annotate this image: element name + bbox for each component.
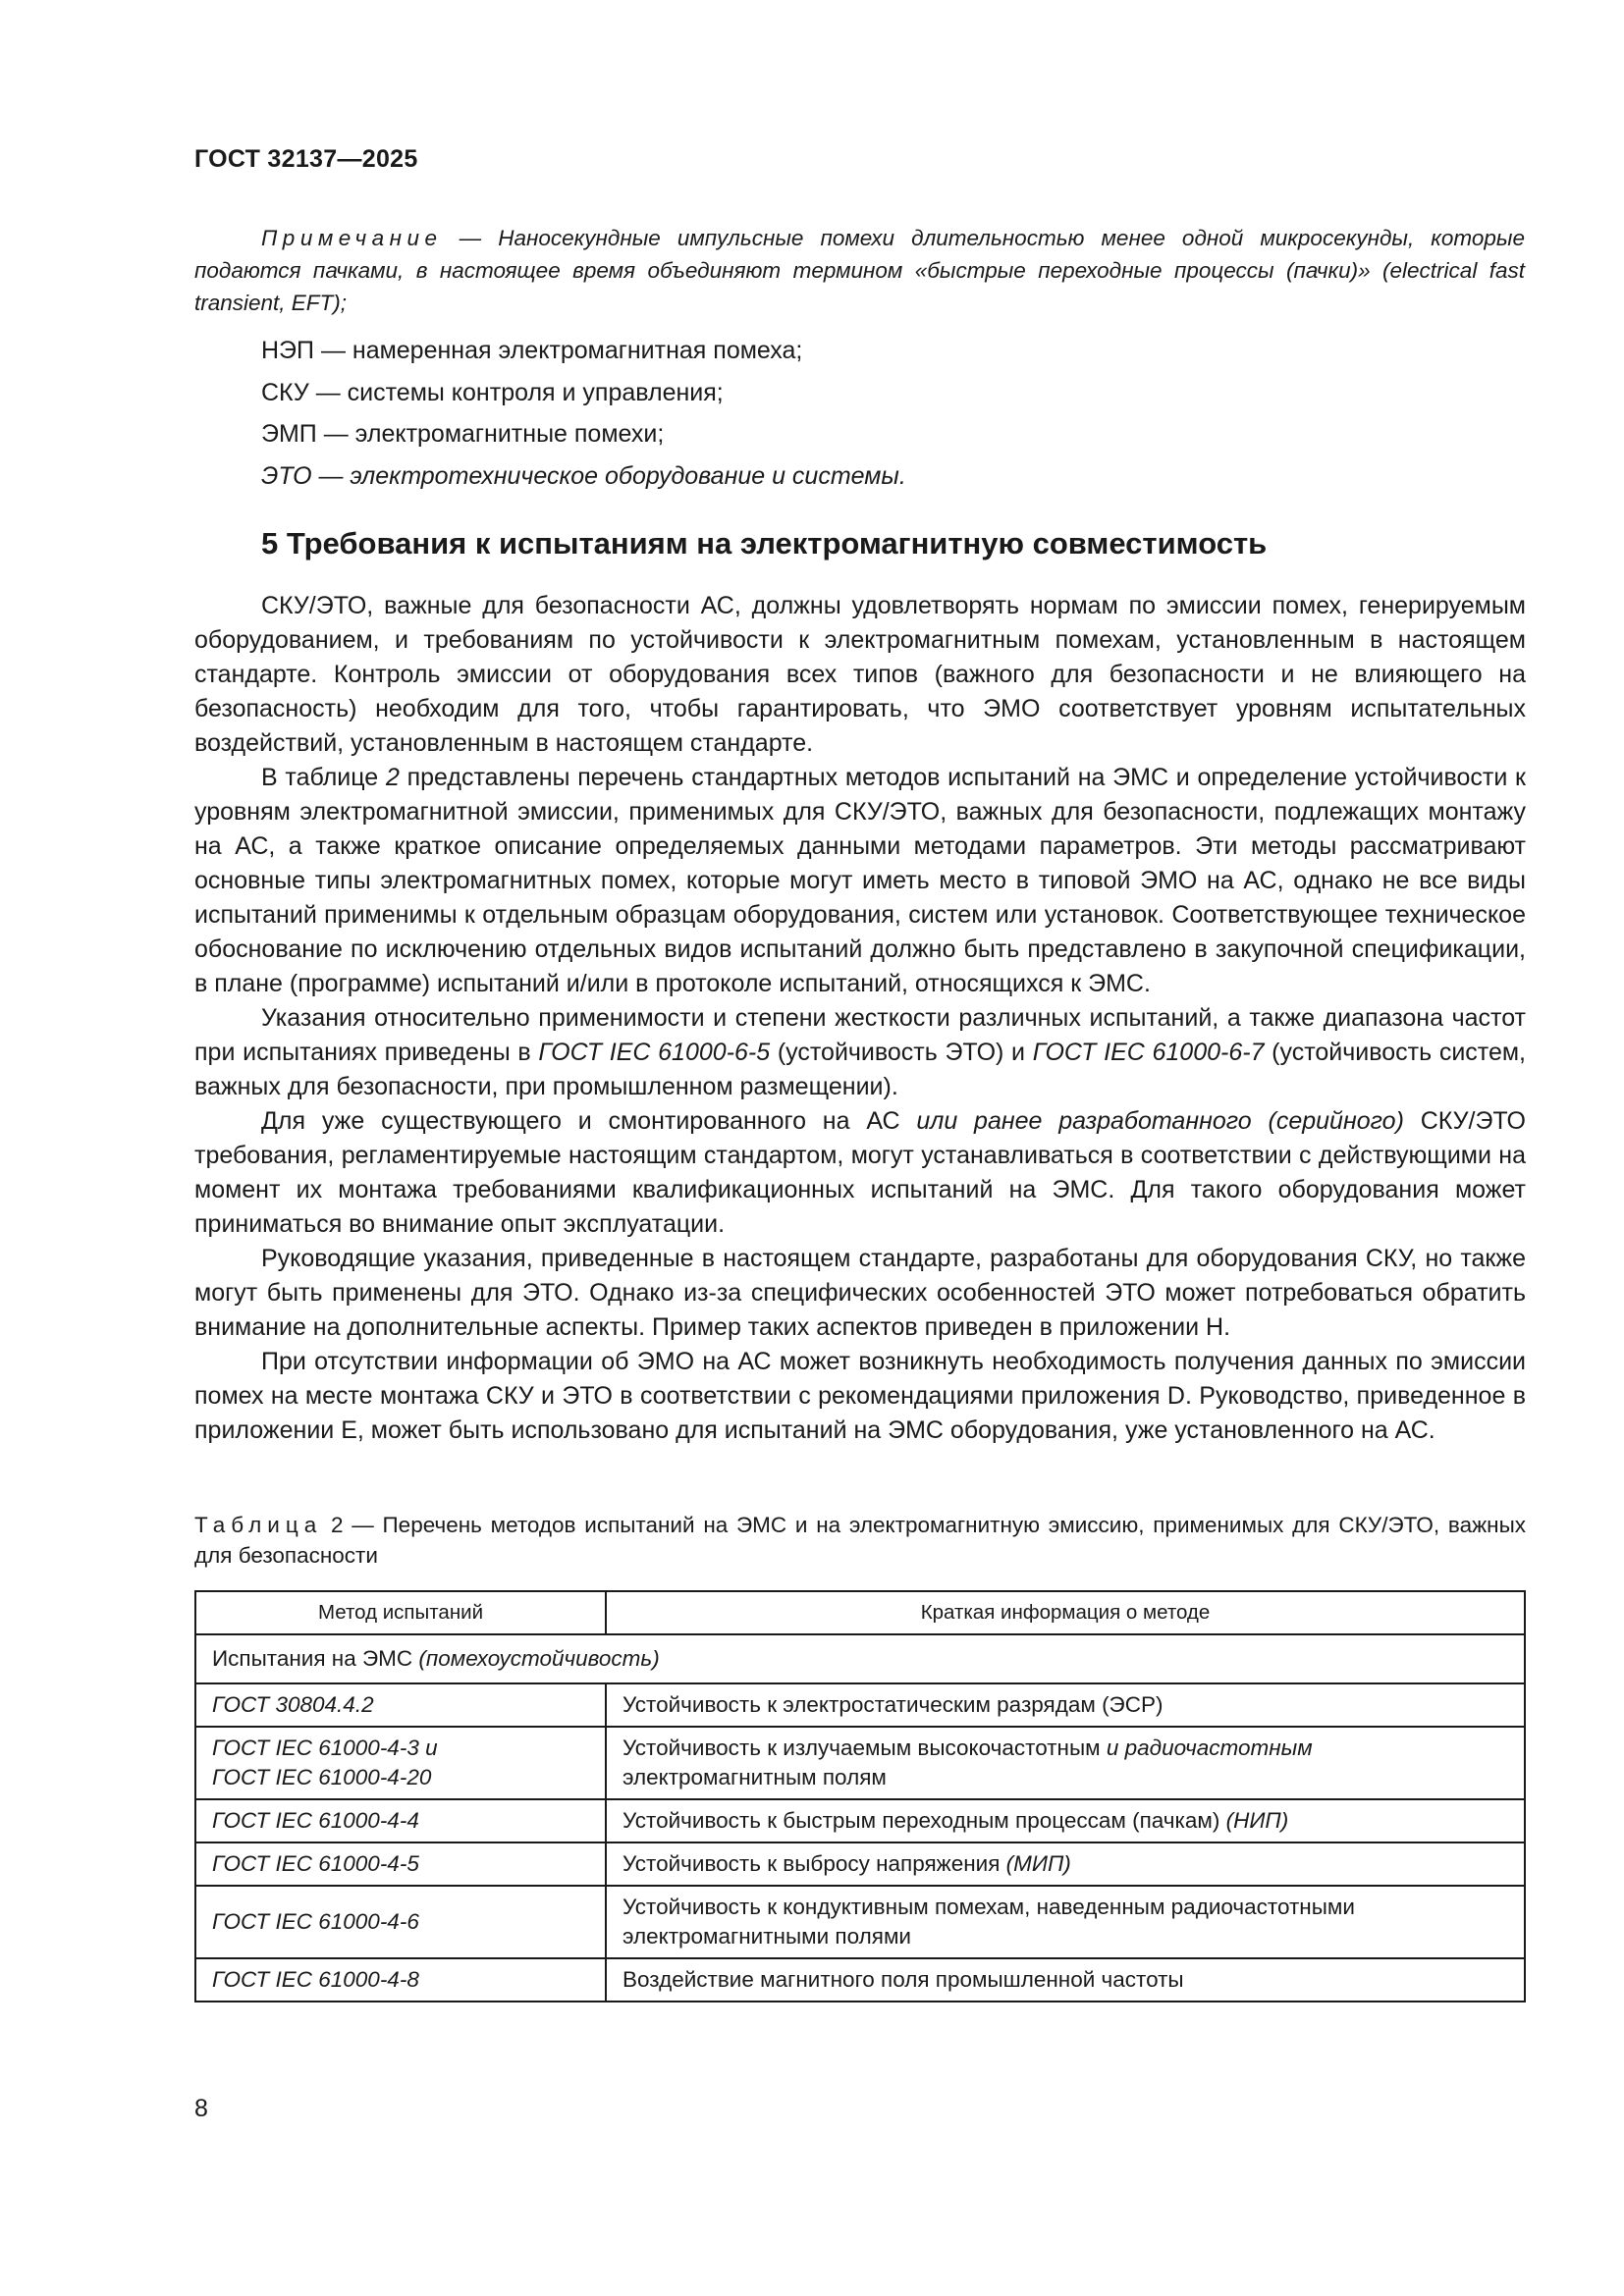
column-header-method: Метод испытаний <box>195 1591 606 1634</box>
column-header-description: Краткая информация о методе <box>606 1591 1525 1634</box>
description-cell: Устойчивость к выбросу напряжения (МИП) <box>606 1842 1525 1886</box>
method-cell: ГОСТ IEC 61000-4-4 <box>195 1799 606 1842</box>
description-cell: Устойчивость к электростатическим разрядам (ЭСР) <box>606 1683 1525 1727</box>
method-cell: ГОСТ IEC 61000-4-3 и ГОСТ IEC 61000-4-20 <box>195 1727 606 1799</box>
paragraph: В таблице 2 представлены перечень стандартных методов испытаний на ЭМС и определение устойчивости к уровням электромагнитной эмиссии, применимых для СКУ/ЭТО, важных для безопасности, подлежащих монтажу на АС, а также краткое описание определяемых данными методами параметров. Эти методы рассматривают основные типы электромагнитных помех, которые могут иметь место в типовой ЭМО на АС, однако не все виды испытаний применимы к отдельным образцам оборудования, систем или установок. Соответствующее техническое обоснование по исключению отдельных видов испытаний должно быть представлено в закупочной спецификации, в плане (программе) испытаний и/или в протоколе испытаний, относящихся к ЭМС. <box>194 764 1526 997</box>
note-text: — Наносекундные импульсные помехи длительностью менее одной микросекунды, которые подаются пачками, в настоящее время объединяют термином «быстрые переходные процессы (пачки)» (electrical fast transient, EFT); <box>194 226 1525 315</box>
description-cell: Воздействие магнитного поля промышленной частоты <box>606 1958 1525 2002</box>
note-paragraph <box>194 222 1525 319</box>
description-cell: Устойчивость к быстрым переходным процессам (пачкам) (НИП) <box>606 1799 1525 1842</box>
abbreviation-item: НЭП — намеренная электромагнитная помеха; <box>261 337 803 364</box>
abbreviation-item: ЭТО — электротехническое оборудование и системы. <box>261 461 906 490</box>
table-row <box>195 1683 1525 1727</box>
table-row <box>195 1727 1525 1799</box>
paragraph: Указания относительно применимости и степени жесткости различных испытаний, а также диапазона частот при испытаниях приведены в ГОСТ IEC 61000-6-5 (устойчивость ЭТО) и ГОСТ IEC 61000-6-7 (устойчивость систем, важных для безопасности, при промышленном размещении). <box>194 1004 1526 1100</box>
table-caption <box>194 1510 1526 1571</box>
table-caption-text: 2 — Перечень методов испытаний на ЭМС и на электромагнитную эмиссию, применимых для СКУ/ЭТО, важных для безопасности <box>194 1513 1526 1568</box>
table-row <box>195 1958 1525 2002</box>
abbreviation-item: ЭМП — электромагнитные помехи; <box>261 420 665 448</box>
table-row <box>195 1842 1525 1886</box>
table-reference: 2 <box>385 764 400 791</box>
method-cell: ГОСТ IEC 61000-4-5 <box>195 1842 606 1886</box>
table-row <box>195 1799 1525 1842</box>
section-title: 5 Требования к испытаниям на электромагнитную совместимость <box>261 526 1268 561</box>
paragraph: При отсутствии информации об ЭМО на АС может возникнуть необходимость получения данных по эмиссии помех на месте монтажа СКУ и ЭТО в соответствии с рекомендациями приложения D. Руководство, приведенное в приложении Е, может быть использовано для испытаний на ЭМС оборудования, уже установленного на АС. <box>194 1348 1526 1444</box>
section-body <box>194 589 1526 1448</box>
description-cell: Устойчивость к кондуктивным помехам, наведенным радиочастотными электромагнитными полями <box>606 1886 1525 1958</box>
page-number: 8 <box>194 2095 208 2122</box>
abbreviation-item: СКУ — системы контроля и управления; <box>261 378 724 406</box>
note-label: Примечание <box>261 226 443 250</box>
table-row <box>195 1886 1525 1958</box>
table-caption-label: Таблица <box>194 1513 323 1537</box>
standard-reference: ГОСТ IEC 61000-6-5 <box>538 1039 771 1066</box>
table-group-row <box>195 1634 1525 1683</box>
description-cell: Устойчивость к излучаемым высокочастотным и радиочастотным электромагнитным полям <box>606 1727 1525 1799</box>
emc-methods-table <box>194 1590 1526 2002</box>
document-id: ГОСТ 32137—2025 <box>194 145 418 173</box>
method-cell: ГОСТ IEC 61000-4-6 <box>195 1886 606 1958</box>
method-cell: ГОСТ 30804.4.2 <box>195 1683 606 1727</box>
paragraph: Руководящие указания, приведенные в настоящем стандарте, разработаны для оборудования СКУ, но также могут быть применены для ЭТО. Однако из-за специфических особенностей ЭТО может потребоваться обратить внимание на дополнительные аспекты. Пример таких аспектов приведен в приложении Н. <box>194 1245 1526 1341</box>
paragraph: Для уже существующего и смонтированного на АС или ранее разработанного (серийного) СКУ/ЭТО требования, регламентируемые настоящим стандартом, могут устанавливаться в соответствии с действующими на момент их монтажа требованиями квалификационных испытаний на ЭМС. Для такого оборудования может приниматься во внимание опыт эксплуатации. <box>194 1107 1527 1238</box>
standard-reference: ГОСТ IEC 61000-6-7 <box>1032 1039 1265 1066</box>
method-cell: ГОСТ IEC 61000-4-8 <box>195 1958 606 2002</box>
table-header-row <box>195 1591 1525 1634</box>
group-label: Испытания на ЭМС (помехоустойчивость) <box>195 1634 1525 1683</box>
abbreviation-list <box>261 330 1518 497</box>
paragraph: СКУ/ЭТО, важные для безопасности АС, должны удовлетворять нормам по эмиссии помех, генерируемым оборудованием, и требованиям по устойчивости к электромагнитным помехам, установленным в настоящем стандарте. Контроль эмиссии от оборудования всех типов (важного для безопасности и не влияющего на безопасность) необходим для того, чтобы гарантировать, что ЭМО соответствует уровням испытательных воздействий, установленным в настоящем стандарте. <box>194 592 1526 757</box>
